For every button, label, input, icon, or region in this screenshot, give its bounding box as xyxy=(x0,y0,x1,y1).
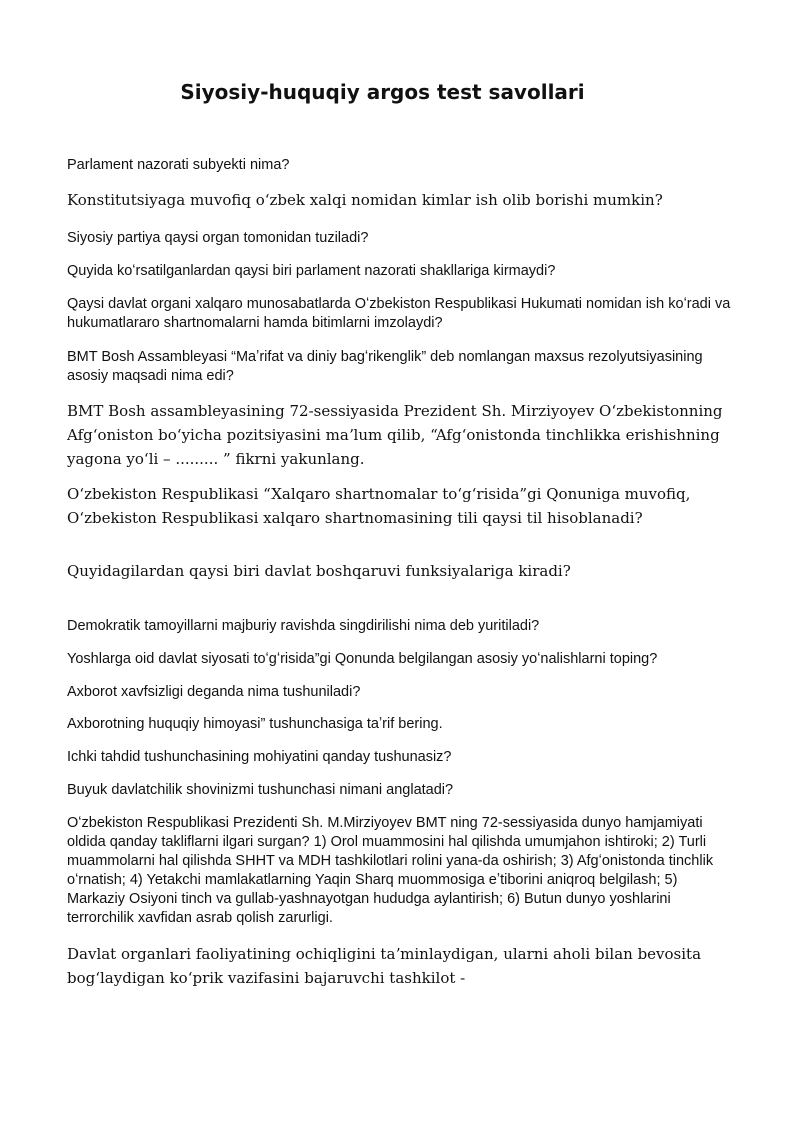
question-16: Oʻzbekiston Respublikasi Prezidenti Sh. M.Mirziyoyev BMT ning 72-sessiyasida dunyo hamjamiyati oldida qanday takliflarni ilgari surgan? 1) Orol muammosini hal qilishda umumjahon ishtiroki; 2) Turli muammolarni hal qilishda SHHT va MDH tashkilotlari rolini yana-da oshirish; 3) Afgʻonistonda tinchlik oʻrnatish; 4) Yetakchi mamlakatlarning Yaqin Sharq muommosiga eʼtiborini aniqroq belgilash; 5) Markaziy Osiyoni tinch va gullab-yashnayotgan hududga aylantirish; 6) Butun dunyo yoshlarini terrorchilik xavfidan asrab qolish zarurligi. xyxy=(67,815,714,926)
question-12: Axborot xavfsizligi deganda nima tushuniladi? xyxy=(67,684,361,700)
question-14: Ichki tahdid tushunchasining mohiyatini qanday tushunasiz? xyxy=(67,749,452,765)
question-8: Oʻzbekiston Respublikasi “Xalqaro shartnomalar toʻgʻrisida”gi Qonuniga muvofiq, Oʻzbekiston Respublikasi xalqaro shartnomasining tili qaysi til hisoblanadi? xyxy=(67,485,691,527)
question-2: Konstitutsiyaga muvofiq oʻzbek xalqi nomidan kimlar ish olib borishi mumkin? xyxy=(67,191,663,209)
question-11: Yoshlarga oid davlat siyosati toʻgʻrisida”gi Qonunda belgilangan asosiy yoʻnalishlarni toping? xyxy=(67,651,658,667)
document-title: Siyosiy-huquqiy argos test savollari xyxy=(180,80,585,104)
question-13: Axborotning huquqiy himoyasi” tushunchasiga taʼrif bering. xyxy=(67,716,443,732)
question-4: Quyida koʻrsatilganlardan qaysi biri parlament nazorati shakllariga kirmaydi? xyxy=(67,263,556,279)
question-7: BMT Bosh assambleyasining 72-sessiyasida Prezident Sh. Mirziyoyev Oʻzbekistonning Afgʻoniston boʻyicha pozitsiyasini maʼlum qilib, “Afgʻonistonda tinchlikka erishishning yagona yoʻli – ......... ” fikrni yakunlang. xyxy=(67,402,723,468)
question-1: Parlament nazorati subyekti nima? xyxy=(67,157,290,173)
question-3: Siyosiy partiya qaysi organ tomonidan tuziladi? xyxy=(67,230,369,246)
question-6: BMT Bosh Assambleyasi “Maʼrifat va diniy bagʻrikenglik” deb nomlangan maxsus rezolyutsiyasining asosiy maqsadi nima edi? xyxy=(67,349,703,384)
question-17: Davlat organlari faoliyatining ochiqligini taʼminlaydigan, ularni aholi bilan bevosita bogʻlaydigan koʻprik vazifasini bajaruvchi tashkilot - xyxy=(67,945,702,987)
question-10: Demokratik tamoyillarni majburiy ravishda singdirilishi nima deb yuritiladi? xyxy=(67,618,540,634)
question-15: Buyuk davlatchilik shovinizmi tushunchasi nimani anglatadi? xyxy=(67,782,454,798)
question-5: Qaysi davlat organi xalqaro munosabatlarda Oʻzbekiston Respublikasi Hukumati nomidan ish koʻradi va hukumatlararo shartnomalarni hamda bitimlarni imzolaydi? xyxy=(67,296,731,331)
question-9: Quyidagilardan qaysi biri davlat boshqaruvi funksiyalariga kiradi? xyxy=(67,562,571,580)
